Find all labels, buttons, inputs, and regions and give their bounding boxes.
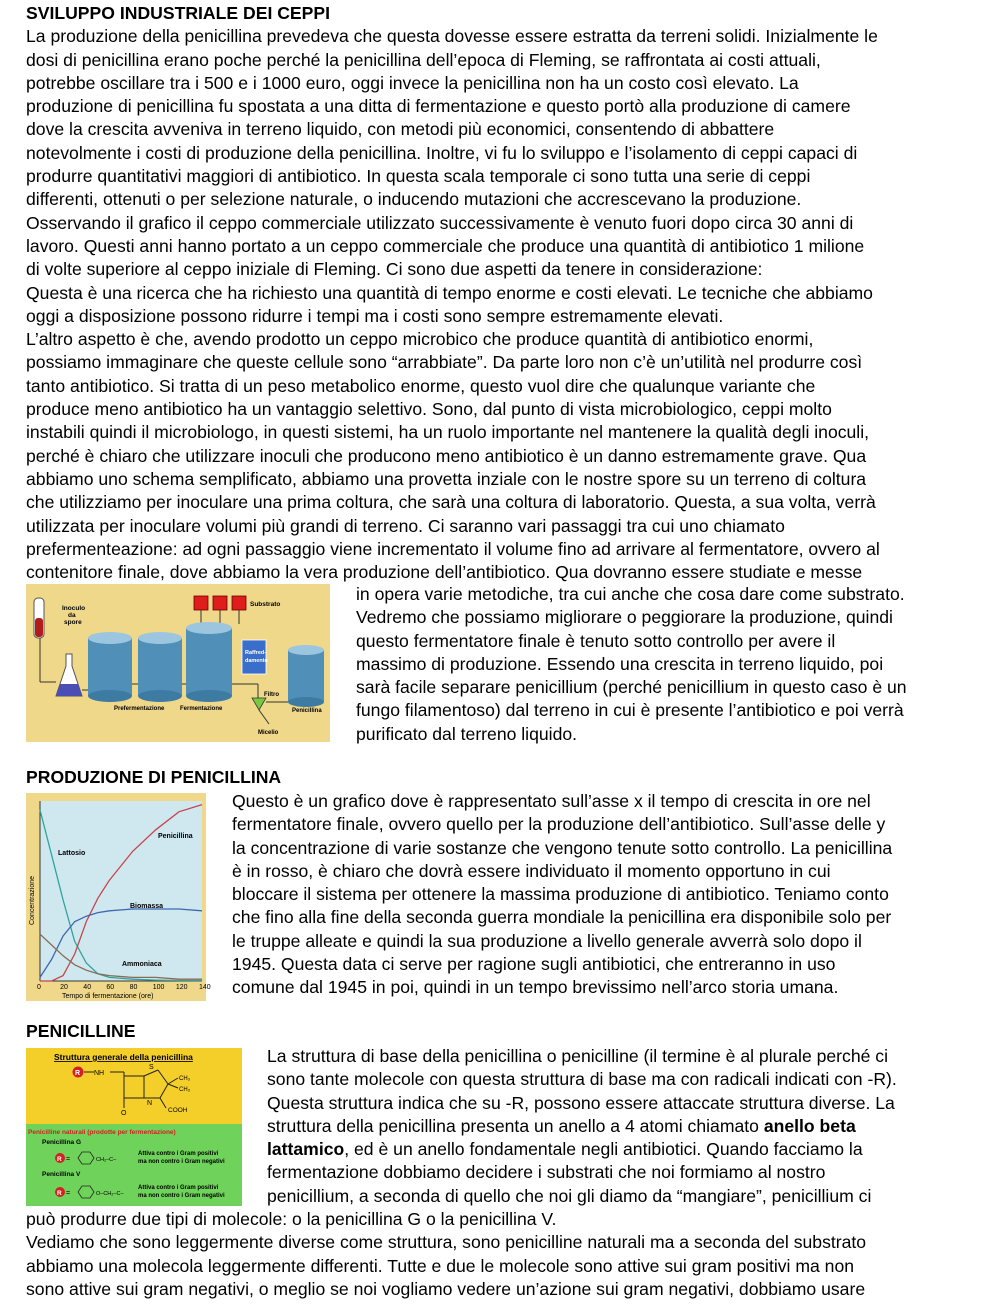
structure-caption-text — [267, 1045, 987, 1208]
text-line: fermentatore finale, ovvero quello per la produzione dell’antibiotico. Sull’asse delle y — [232, 814, 886, 835]
svg-text:=: = — [66, 1156, 71, 1163]
text-line: comune dal 1945 in poi, quindi in un tempo brevissimo nell’arco storia umana. — [232, 977, 839, 998]
svg-text:COOH: COOH — [168, 1107, 188, 1114]
svg-text:Penicilline naturali (prodotte: Penicilline naturali (prodotte per fermentazione) — [28, 1129, 176, 1136]
penicillin-production-chart — [26, 793, 211, 1001]
svg-text:ma non contro i Gram negativi: ma non contro i Gram negativi — [138, 1159, 225, 1165]
label-biomassa: Biomassa — [130, 903, 164, 910]
text-line: penicillium, a seconda di quello che noi gli diamo da “mangiare”, penicillium ci — [267, 1185, 872, 1206]
text-line: Vediamo che sono leggermente diverse come struttura, sono penicilline naturali ma a seconda del substrato — [26, 1232, 867, 1253]
svg-text:Attiva contro i Gram positivi: Attiva contro i Gram positivi — [138, 1185, 219, 1191]
x-tick-label: 120 — [175, 984, 188, 991]
svg-text:da: da — [68, 612, 76, 619]
svg-text:Penicillina: Penicillina — [292, 708, 322, 714]
label-lattosio: Lattosio — [58, 850, 86, 857]
text-line: potrebbe oscillare tra i 500 e i 1000 euro, oggi invece la penicillina non ha un costo così elevato. La — [26, 72, 799, 93]
x-axis-label: Tempo di fermentazione (ore) — [62, 993, 154, 1000]
svg-text:Prefermentazione: Prefermentazione — [114, 706, 165, 712]
chart-caption-text — [232, 790, 992, 1000]
text-line: contenitore finale, dove abbiamo la vera produzione dell’antibiotico. Qua dovranno essere studiate e messe — [26, 562, 863, 583]
x-tick-label: 0 — [37, 984, 41, 991]
text-line: Vedremo che possiamo migliorare o peggiorare la produzione, quindi — [356, 607, 893, 628]
text-line: può produrre due tipi di molecole: o la penicillina G o la penicillina V. — [26, 1209, 557, 1229]
text-line: prefermenteazione: ad ogni passaggio viene incrementato il volume fino ad arrivare al fermentatore, ovvero al — [26, 538, 880, 559]
svg-text:Substrato: Substrato — [250, 601, 281, 608]
text-line: struttura della penicillina presenta un anello a 4 atomi chiamato anello beta — [267, 1115, 856, 1136]
x-tick-label: 100 — [152, 984, 165, 991]
text-line: 1945. Questa data ci serve per ragione sugli antibiotici, che entreranno in uso — [232, 954, 836, 975]
text-line: dove la crescita avveniva in terreno liquido, con metodi più economici, consentendo di abbattere — [26, 119, 775, 140]
text-line: produrre quantitativi maggiori di antibiotico. In questa scala temporale ci sono tutta una serie di ceppi — [26, 166, 811, 187]
svg-text:CH₂–C–: CH₂–C– — [96, 1157, 117, 1163]
x-tick-label: 40 — [83, 984, 92, 991]
text-line: lattamico, ed è un anello fondamentale negli antibiotici. Quando facciamo la — [267, 1139, 863, 1160]
svg-text:Attiva contro i Gram positivi: Attiva contro i Gram positivi — [138, 1151, 219, 1157]
fermentation-tank-2-icon — [186, 622, 232, 702]
text-line: Osservando il grafico il ceppo commerciale utilizzato successivamente è venuto fuori dopo circa 30 anni di — [26, 212, 854, 233]
section-heading: SVILUPPO INDUSTRIALE DEI CEPPI — [26, 3, 331, 23]
text-line: differenti, ottenuti o per selezione naturale, o inducendo mutazioni che accrescevano la produzione. — [26, 189, 802, 210]
text-line: produce meno antibiotico ha un vantaggio selettivo. Sono, dal punto di vista microbiologico, ceppi molto — [26, 399, 832, 420]
svg-text:Filtro: Filtro — [264, 692, 279, 698]
text-line: utilizzata per inoculare volumi più grandi di terreno. Ci saranno vari passaggi tra cui uno chiamato — [26, 515, 785, 536]
text-line: abbiamo uno schema semplificato, abbiamo una provetta inziale con le nostre spore su un terreno di coltura — [26, 468, 867, 489]
text-line: lavoro. Questi anni hanno portato a un ceppo commerciale che produce una quantità di antibiotico 1 milione — [26, 235, 865, 256]
svg-text:R: R — [57, 1190, 62, 1197]
svg-text:S: S — [149, 1064, 154, 1071]
diagram-caption-text — [356, 583, 996, 746]
svg-text:CH₃: CH₃ — [179, 1087, 191, 1093]
text-line: La struttura di base della penicillina o penicilline (il termine è al plurale perché ci — [267, 1046, 889, 1066]
text-line: sarà facile separare penicillium (perché penicillium in questo caso è un — [356, 677, 907, 698]
test-tube-icon — [34, 598, 44, 638]
svg-text:CH₃: CH₃ — [179, 1076, 191, 1082]
label-ammoniaca: Ammoniaca — [122, 961, 162, 968]
svg-text:ma non contro i Gram negativi: ma non contro i Gram negativi — [138, 1193, 225, 1199]
x-tick-label: 140 — [199, 984, 211, 991]
text-line: notevolmente i costi di produzione della penicillina. Inoltre, vi fu lo sviluppo e l’isolamento di ceppi capaci di — [26, 142, 858, 163]
fermentation-diagram — [26, 584, 330, 742]
bold-term: anello beta — [763, 1115, 856, 1136]
bold-term: lattamico — [267, 1139, 345, 1160]
text-line: la concentrazione di varie sostanze che vengono tenute sotto controllo. La penicillina — [232, 837, 893, 858]
section-sviluppo — [26, 2, 976, 744]
text-line: massimo di produzione. Essendo una crescita in terreno liquido, poi — [356, 653, 884, 674]
svg-text:O: O — [121, 1110, 127, 1117]
text-line: dosi di penicillina erano poche perché la penicillina dell’epoca di Fleming, se raffrontata ai costi attuali, — [26, 49, 821, 70]
x-tick-label: 80 — [129, 984, 138, 991]
text-line: possiamo immaginare che queste cellule sono “arrabbiate”. Da parte loro non c’è un’utilità nel produrre così — [26, 352, 863, 373]
text-line: Questo è un grafico dove è rappresentato sull’asse x il tempo di crescita in ore nel — [232, 791, 871, 811]
svg-text:Inoculo: Inoculo — [62, 605, 86, 612]
x-tick-label: 60 — [106, 984, 115, 991]
penicillin-tank-icon — [288, 645, 324, 707]
text-line: fungo filamentoso) dal terreno in cui è presente l’antibiotico e poi verrà — [356, 700, 904, 721]
text-line: bloccare il sistema per ottenere la massima produzione di antibiotico. Teniamo conto — [232, 884, 889, 905]
svg-text:R: R — [75, 1070, 81, 1077]
text-line: di volte superiore al ceppo iniziale di Fleming. Ci sono due aspetti da tenere in considerazione: — [26, 259, 763, 280]
text-line: perché è chiaro che utilizzare inoculi che producono meno antibiotico è un danno estremamente grave. Qua — [26, 445, 867, 466]
svg-text:N: N — [147, 1100, 153, 1107]
text-line: instabili quindi il microbiologo, in questi sistemi, ha un ruolo importante nel mantenere la qualità degli inoculi, — [26, 422, 870, 443]
svg-text:=: = — [66, 1190, 71, 1197]
svg-text:Penicillina V: Penicillina V — [42, 1171, 81, 1178]
text-line: abbiamo una molecola leggermente differenti. Tutte e due le molecole sono attive sui gram positivi ma non — [26, 1255, 855, 1276]
text-line: sono attive sui gram negativi, o meglio se noi vogliamo vedere un’azione sui gram negativi, dobbiamo usare — [26, 1278, 866, 1299]
prefermentation-tank-icon — [88, 632, 132, 702]
label-penicillina: Penicillina — [158, 833, 193, 840]
section-body — [26, 25, 976, 584]
section-produzione — [26, 766, 976, 1000]
text-line: purificato dal terreno liquido. — [356, 723, 578, 744]
text-line: le truppe alleate e quindi la sua produzione a livello generale avverrà solo dopo il — [232, 930, 862, 951]
text-line: che fino alla fine della seconda guerra mondiale la penicillina era disponibile solo per — [232, 907, 892, 928]
text-line: questo fermentatore finale è tenuto sotto controllo per avere il — [356, 630, 836, 651]
svg-text:spore: spore — [64, 619, 82, 626]
y-axis-label: Concentrazione — [29, 875, 36, 925]
section-heading: PENICILLINE — [26, 1021, 136, 1041]
fermentation-tank-1-icon — [138, 632, 182, 702]
text-line: Questa è una ricerca che ha richiesto una quantità di tempo enorme e costi elevati. Le tecniche che abbiamo — [26, 282, 873, 303]
text-line: Questa struttura indica che su -R, possono essere attaccate struttura diverse. La — [267, 1092, 895, 1113]
text-line: oggi a disposizione possono ridurre i tempi ma i costi sono sempre estremamente elevati. — [26, 305, 724, 326]
text-line: che utilizziamo per inoculare una prima coltura, che sarà una coltura di laboratorio. Questa, a sua volta, verrà — [26, 492, 876, 513]
text-line: in opera varie metodiche, tra cui anche che cosa dare come substrato. — [356, 584, 905, 604]
svg-text:Micelio: Micelio — [258, 730, 279, 736]
svg-text:NH: NH — [94, 1070, 105, 1077]
text-line: tanto antibiotico. Si tratta di un peso metabolico enorme, questo vuol dire che qualunque variante che — [26, 375, 816, 396]
svg-text:Raffred-: Raffred- — [245, 650, 267, 656]
penicillin-structure-figure — [26, 1048, 242, 1206]
svg-text:Struttura generale della penic: Struttura generale della penicillina — [54, 1052, 193, 1062]
text-line: produzione di penicillina fu spostata a una ditta di fermentazione e questo portò alla produzione di camere — [26, 96, 851, 117]
x-tick-label: 20 — [60, 984, 68, 991]
text-line: fermentazione dobbiamo decidere i substrati che noi formiamo al nostro — [267, 1162, 826, 1183]
section-body — [26, 1208, 986, 1301]
text-line: L’altro aspetto è che, avendo prodotto un ceppo microbico che produce quantità di antibiotico enormi, — [26, 329, 814, 350]
svg-text:damento: damento — [245, 658, 268, 664]
section-heading: PRODUZIONE DI PENICILLINA — [26, 767, 282, 787]
svg-text:Penicillina G: Penicillina G — [42, 1139, 82, 1146]
text-line: è in rosso, è chiaro che dovrà essere individuato il momento opportuno in cui — [232, 860, 831, 881]
text-line: La produzione della penicillina prevedeva che questa dovesse essere estratta da terreni solidi. Inizialmente le — [26, 26, 878, 47]
svg-text:R: R — [57, 1156, 62, 1163]
svg-text:O–CH₂–C–: O–CH₂–C– — [96, 1191, 124, 1197]
section-penicilline — [26, 1020, 976, 1299]
svg-text:Fermentazione: Fermentazione — [180, 706, 223, 712]
text-line: sono tante molecole con questa struttura di base ma con radicali indicati con -R). — [267, 1069, 897, 1090]
